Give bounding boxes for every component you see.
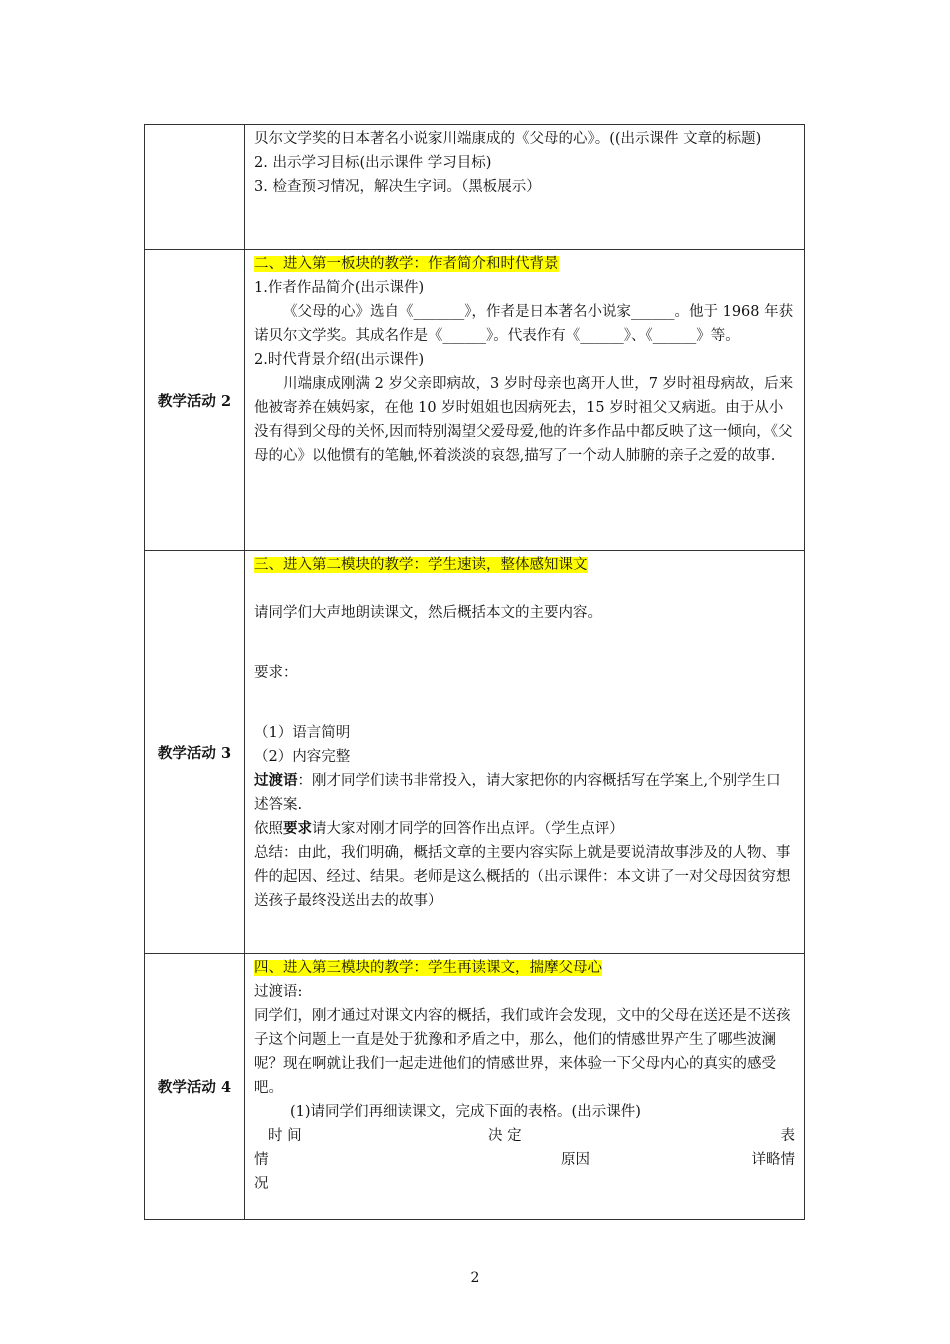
column-label: 时 间 (268, 1128, 302, 1144)
row2-content (245, 250, 805, 551)
row-label: 教学活动 3 (145, 551, 245, 954)
row1-content (245, 125, 805, 250)
paragraph-text: ：刚才同学们读书非常投入，请大家把你的内容概括写在学案上,个别学生口述答案. (254, 773, 781, 813)
section-heading: 四、进入第三模块的教学：学生再读课文，揣摩父母心 (254, 960, 602, 976)
row4-content (245, 954, 805, 1220)
paragraph: 请同学们大声地朗读课文，然后概括本文的主要内容。 (254, 605, 602, 621)
sub-heading: 过渡语: (254, 984, 303, 1000)
table-header-line (254, 1148, 795, 1172)
row-label: 教学活动 4 (145, 954, 245, 1220)
table-header-line (254, 1124, 795, 1148)
row1-line: 3. 检查预习情况，解决生字词。（黑板展示） (254, 179, 541, 195)
column-label: 表 (780, 1128, 795, 1144)
table-row (145, 954, 805, 1220)
row1-line: 贝尔文学奖的日本著名小说家川端康成的《父母的心》。((出示课件 文章的标题) (254, 131, 762, 147)
lesson-plan-table (144, 124, 805, 1220)
table-row (145, 125, 805, 250)
section-heading: 二、进入第一板块的教学：作者简介和时代背景 (254, 256, 559, 272)
paragraph (254, 817, 795, 841)
requirement-label: 要求： (254, 665, 298, 681)
requirement-item: （1）语言简明 (254, 725, 351, 741)
bold-term: 过渡语 (254, 772, 298, 789)
page-number: 2 (470, 1270, 480, 1286)
paragraph: 川端康成刚满 2 岁父亲即病故，3 岁时母亲也离开人世，7 岁时祖母病故，后来他被寄养在姨妈家，在他 10 岁时姐姐也因病死去，15 岁时祖父又病逝。由于从小没有得到父母的关怀,因而特别渴望父爱母爱,他的许多作品中都反映了这一倾向，《父母的心》以他惯有的笔触,怀着淡淡的哀怨,描写了一个动人肺腑的亲子之爱的故事. (254, 376, 794, 464)
sub-heading: 2.时代背景介绍(出示课件) (254, 352, 425, 368)
paragraph-text: 请大家对刚才同学的回答作出点评。（学生点评） (312, 821, 624, 837)
task-line: (1)请同学们再细读课文，完成下面的表格。(出示课件) (290, 1104, 641, 1120)
row-label: 教学活动 2 (145, 250, 245, 551)
row3-content (245, 551, 805, 954)
table-row (145, 551, 805, 954)
section-heading: 三、进入第二模块的教学：学生速读，整体感知课文 (254, 557, 588, 573)
row-label-empty (145, 125, 245, 250)
paragraph-text: 依照 (254, 821, 283, 837)
column-label: 原因 (561, 1152, 590, 1168)
column-label: 决 定 (488, 1128, 522, 1144)
sub-heading: 1.作者作品简介(出示课件) (254, 280, 425, 296)
column-label: 况 (254, 1176, 269, 1192)
row1-line: 2. 出示学习目标(出示课件 学习目标) (254, 155, 492, 171)
table-row (145, 250, 805, 551)
column-label: 详略情 (751, 1152, 795, 1168)
paragraph: 同学们，刚才通过对课文内容的概括，我们或许会发现，文中的父母在送还是不送孩子这个问题上一直是处于犹豫和矛盾之中，那么，他们的情感世界产生了哪些波澜呢？现在啊就让我们一起走进他们的情感世界，来体验一下父母内心的真实的感受吧。 (254, 1008, 791, 1096)
bold-term: 要求 (283, 820, 312, 837)
paragraph: 总结：由此，我们明确，概括文章的主要内容实际上就是要说清故事涉及的人物、事件的起因、经过、结果。老师是这么概括的（出示课件：本文讲了一对父母因贫穷想送孩子最终没送出去的故事） (254, 845, 791, 909)
column-label: 情 (254, 1152, 269, 1168)
paragraph (254, 769, 795, 817)
requirement-item: （2）内容完整 (254, 749, 351, 765)
paragraph: 《父母的心》选自《_______》，作者是日本著名小说家______。他于 1968 年获诺贝尔文学奖。其成名作是《______》。代表作有《______》、《______》等。 (254, 304, 794, 344)
